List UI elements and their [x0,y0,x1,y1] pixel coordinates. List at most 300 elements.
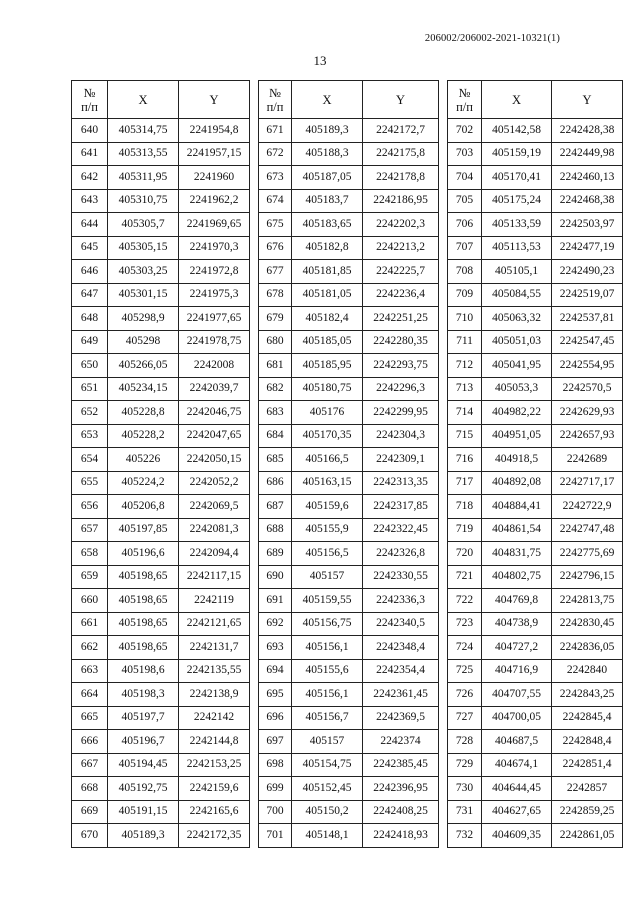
coordinate-x: 405185,05 [292,330,363,354]
point-number: 722 [448,589,482,613]
table-row [259,283,439,307]
coordinate-x: 404831,75 [482,542,552,566]
coordinate-x: 404727,2 [482,636,552,660]
column-header-x: X [108,81,179,119]
table-row [259,612,439,636]
point-number: 705 [448,189,482,213]
point-number: 698 [259,753,292,777]
point-number: 643 [72,189,108,213]
table-row [448,800,623,824]
table-row [259,401,439,425]
table-row [448,236,623,260]
coordinate-y: 2242296,3 [363,377,439,401]
point-number: 668 [72,777,108,801]
coordinate-y: 2242172,35 [179,824,250,848]
coordinate-x: 404982,22 [482,401,552,425]
table-row [259,636,439,660]
coordinate-y: 2242313,35 [363,471,439,495]
coordinate-x: 405194,45 [108,753,179,777]
point-number: 646 [72,260,108,284]
table-row [259,354,439,378]
table-row [72,377,250,401]
point-number: 713 [448,377,482,401]
coordinate-x: 405051,03 [482,330,552,354]
coordinate-x: 405187,05 [292,166,363,190]
table-row [448,260,623,284]
point-number: 669 [72,800,108,824]
coordinate-x: 404918,5 [482,448,552,472]
coordinate-y: 2242396,95 [363,777,439,801]
coordinate-y: 2242418,93 [363,824,439,848]
coordinate-x: 405224,2 [108,471,179,495]
column-header-number: № п/п [448,81,482,119]
coordinate-x: 405313,55 [108,142,179,166]
coordinates-tables [71,80,623,848]
coordinate-x: 405166,5 [292,448,363,472]
coordinates-table-2 [258,80,439,848]
coordinate-x: 405206,8 [108,495,179,519]
coordinate-x: 405159,55 [292,589,363,613]
coordinate-x: 405305,15 [108,236,179,260]
point-number: 694 [259,659,292,683]
table-row [72,683,250,707]
coordinate-x: 405180,75 [292,377,363,401]
point-number: 720 [448,542,482,566]
coordinate-y: 2242374 [363,730,439,754]
column-header-y: Y [179,81,250,119]
coordinate-y: 2242046,75 [179,401,250,425]
coordinate-x: 405192,75 [108,777,179,801]
point-number: 731 [448,800,482,824]
coordinates-table-3 [447,80,623,848]
point-number: 717 [448,471,482,495]
coordinate-x: 405305,7 [108,213,179,237]
coordinate-x: 405266,05 [108,354,179,378]
coordinate-x: 405198,65 [108,589,179,613]
column-header-number: № п/п [259,81,292,119]
table-row [72,753,250,777]
point-number: 707 [448,236,482,260]
coordinate-y: 2242843,25 [552,683,623,707]
table-row [448,401,623,425]
coordinate-y: 2241962,2 [179,189,250,213]
point-number: 665 [72,706,108,730]
coordinate-y: 2242813,75 [552,589,623,613]
point-number: 715 [448,424,482,448]
coordinate-y: 2242251,25 [363,307,439,331]
coordinate-x: 405228,2 [108,424,179,448]
coordinate-x: 405298,9 [108,307,179,331]
coordinate-y: 2242094,4 [179,542,250,566]
table-row [259,471,439,495]
point-number: 651 [72,377,108,401]
coordinate-y: 2242503,97 [552,213,623,237]
coordinate-x: 405198,65 [108,565,179,589]
point-number: 670 [72,824,108,848]
coordinate-y: 2242477,19 [552,236,623,260]
point-number: 682 [259,377,292,401]
table-row [448,730,623,754]
coordinate-y: 2242138,9 [179,683,250,707]
coordinate-y: 2242859,25 [552,800,623,824]
table-row [72,471,250,495]
table-row [72,542,250,566]
coordinate-x: 405196,7 [108,730,179,754]
table-row [259,166,439,190]
point-number: 685 [259,448,292,472]
column-header-x: X [482,81,552,119]
coordinate-y: 2242236,4 [363,283,439,307]
coordinate-y: 2242369,5 [363,706,439,730]
coordinate-x: 405155,6 [292,659,363,683]
point-number: 664 [72,683,108,707]
coordinate-y: 2242851,4 [552,753,623,777]
table-row [448,565,623,589]
point-number: 714 [448,401,482,425]
point-number: 644 [72,213,108,237]
coordinate-x: 405156,1 [292,683,363,707]
point-number: 697 [259,730,292,754]
table-row [72,612,250,636]
coordinate-x: 405191,15 [108,800,179,824]
coordinate-y: 2241978,75 [179,330,250,354]
point-number: 649 [72,330,108,354]
coordinate-x: 405198,3 [108,683,179,707]
coordinate-y: 2242322,45 [363,518,439,542]
table-row [259,659,439,683]
column-header-y: Y [552,81,623,119]
point-number: 654 [72,448,108,472]
coordinate-y: 2241972,8 [179,260,250,284]
coordinate-y: 2242840 [552,659,623,683]
coordinate-y: 2242172,7 [363,119,439,143]
point-number: 690 [259,565,292,589]
point-number: 688 [259,518,292,542]
point-number: 657 [72,518,108,542]
coordinate-y: 2242175,8 [363,142,439,166]
point-number: 692 [259,612,292,636]
table-row [72,283,250,307]
table-row [259,824,439,848]
table-row [72,636,250,660]
table-row [259,448,439,472]
point-number: 662 [72,636,108,660]
coordinate-y: 2242468,38 [552,189,623,213]
coordinate-x: 404951,05 [482,424,552,448]
point-number: 680 [259,330,292,354]
coordinate-x: 405176 [292,401,363,425]
coordinate-x: 405084,55 [482,283,552,307]
point-number: 695 [259,683,292,707]
coordinate-y: 2242081,3 [179,518,250,542]
table-row [448,753,623,777]
point-number: 702 [448,119,482,143]
coordinate-y: 2242845,4 [552,706,623,730]
coordinate-y: 2242202,3 [363,213,439,237]
table-row [259,119,439,143]
coordinate-y: 2242570,5 [552,377,623,401]
coordinate-y: 2242537,81 [552,307,623,331]
coordinate-y: 2242657,93 [552,424,623,448]
table-row [72,166,250,190]
coordinate-x: 404707,55 [482,683,552,707]
table-row [72,706,250,730]
table-row [259,800,439,824]
coordinate-x: 405183,7 [292,189,363,213]
table-row [72,565,250,589]
table-row [72,307,250,331]
coordinate-x: 405226 [108,448,179,472]
point-number: 728 [448,730,482,754]
table-row [259,236,439,260]
coordinate-y: 2242796,15 [552,565,623,589]
column-header-x: X [292,81,363,119]
coordinate-y: 2241969,65 [179,213,250,237]
coordinate-x: 404769,8 [482,589,552,613]
table-row [259,683,439,707]
coordinate-y: 2242052,2 [179,471,250,495]
coordinate-y: 2242225,7 [363,260,439,284]
point-number: 724 [448,636,482,660]
coordinate-y: 2242775,69 [552,542,623,566]
point-number: 719 [448,518,482,542]
point-number: 658 [72,542,108,566]
table-row [72,495,250,519]
coordinate-y: 2242039,7 [179,377,250,401]
coordinate-y: 2242326,8 [363,542,439,566]
coordinate-y: 2242717,17 [552,471,623,495]
coordinate-y: 2242348,4 [363,636,439,660]
coordinate-y: 2242336,3 [363,589,439,613]
coordinate-x: 405189,3 [292,119,363,143]
table-row [259,777,439,801]
coordinate-x: 405198,65 [108,636,179,660]
coordinate-y: 2242857 [552,777,623,801]
coordinate-x: 405150,2 [292,800,363,824]
coordinates-table-1 [71,80,250,848]
table-row [259,260,439,284]
table-row [448,824,623,848]
coordinate-y: 2242213,2 [363,236,439,260]
coordinate-x: 404716,9 [482,659,552,683]
point-number: 723 [448,612,482,636]
table-row [448,612,623,636]
table-row [448,166,623,190]
table-row [448,706,623,730]
coordinate-x: 405175,24 [482,189,552,213]
coordinate-x: 405310,75 [108,189,179,213]
coordinate-y: 2242408,25 [363,800,439,824]
coordinate-y: 2242830,45 [552,612,623,636]
point-number: 699 [259,777,292,801]
point-number: 708 [448,260,482,284]
point-number: 666 [72,730,108,754]
table-row [259,753,439,777]
coordinate-y: 2242117,15 [179,565,250,589]
point-number: 711 [448,330,482,354]
table-row [72,213,250,237]
point-number: 689 [259,542,292,566]
coordinate-x: 405152,45 [292,777,363,801]
point-number: 640 [72,119,108,143]
point-number: 732 [448,824,482,848]
point-number: 674 [259,189,292,213]
coordinate-y: 2242153,25 [179,753,250,777]
table-row [448,448,623,472]
coordinate-y: 2242385,45 [363,753,439,777]
point-number: 678 [259,283,292,307]
coordinate-y: 2242293,75 [363,354,439,378]
coordinate-y: 2242159,6 [179,777,250,801]
coordinate-x: 404609,35 [482,824,552,848]
coordinate-x: 405063,32 [482,307,552,331]
table-row [448,377,623,401]
table-row [72,424,250,448]
point-number: 696 [259,706,292,730]
coordinate-y: 2242428,38 [552,119,623,143]
coordinate-x: 405182,4 [292,307,363,331]
table-row [448,683,623,707]
point-number: 683 [259,401,292,425]
coordinate-x: 405181,85 [292,260,363,284]
coordinate-x: 405157 [292,730,363,754]
coordinate-x: 405163,15 [292,471,363,495]
coordinate-x: 405182,8 [292,236,363,260]
coordinate-x: 405311,95 [108,166,179,190]
coordinate-x: 405133,59 [482,213,552,237]
coordinate-y: 2242008 [179,354,250,378]
point-number: 730 [448,777,482,801]
coordinate-x: 405189,3 [108,824,179,848]
coordinate-x: 404892,08 [482,471,552,495]
table-row [72,777,250,801]
coordinate-y: 2242135,55 [179,659,250,683]
table-row [72,824,250,848]
coordinate-x: 405105,1 [482,260,552,284]
point-number: 652 [72,401,108,425]
coordinate-y: 2242449,98 [552,142,623,166]
table-row [72,330,250,354]
coordinate-x: 405170,35 [292,424,363,448]
point-number: 704 [448,166,482,190]
coordinate-x: 404884,41 [482,495,552,519]
coordinate-x: 404802,75 [482,565,552,589]
coordinate-y: 2242304,3 [363,424,439,448]
table-row [72,730,250,754]
coordinate-x: 404700,05 [482,706,552,730]
coordinate-y: 2242490,23 [552,260,623,284]
table-row [72,659,250,683]
coordinate-y: 2242861,05 [552,824,623,848]
point-number: 675 [259,213,292,237]
coordinate-y: 2242186,95 [363,189,439,213]
coordinate-y: 2242848,4 [552,730,623,754]
coordinate-x: 405156,7 [292,706,363,730]
coordinate-y: 2242629,93 [552,401,623,425]
table-row [448,424,623,448]
coordinate-x: 405198,65 [108,612,179,636]
coordinate-y: 2242131,7 [179,636,250,660]
point-number: 726 [448,683,482,707]
point-number: 700 [259,800,292,824]
point-number: 660 [72,589,108,613]
coordinate-x: 405113,53 [482,236,552,260]
point-number: 661 [72,612,108,636]
point-number: 693 [259,636,292,660]
coordinate-x: 405303,25 [108,260,179,284]
point-number: 729 [448,753,482,777]
coordinate-y: 2242519,07 [552,283,623,307]
point-number: 667 [72,753,108,777]
table-row [72,142,250,166]
table-row [259,213,439,237]
coordinate-x: 405188,3 [292,142,363,166]
coordinate-x: 405301,15 [108,283,179,307]
coordinate-y: 2242460,13 [552,166,623,190]
point-number: 672 [259,142,292,166]
table-row [448,189,623,213]
table-row [448,307,623,331]
table-row [72,236,250,260]
point-number: 709 [448,283,482,307]
column-header-number: № п/п [72,81,108,119]
coordinate-x: 405198,6 [108,659,179,683]
table-row [448,542,623,566]
point-number: 727 [448,706,482,730]
coordinate-y: 2242144,8 [179,730,250,754]
table-row [448,330,623,354]
table-row [72,448,250,472]
table-row [259,142,439,166]
table-row [72,589,250,613]
point-number: 716 [448,448,482,472]
coordinate-x: 405228,8 [108,401,179,425]
point-number: 701 [259,824,292,848]
point-number: 645 [72,236,108,260]
document-number: 206002/206002-2021-10321(1) [424,33,560,44]
coordinate-x: 405298 [108,330,179,354]
coordinate-x: 405156,5 [292,542,363,566]
coordinate-y: 2242554,95 [552,354,623,378]
coordinate-x: 405197,7 [108,706,179,730]
table-row [448,213,623,237]
table-row [259,706,439,730]
column-header-y: Y [363,81,439,119]
table-row [72,119,250,143]
point-number: 648 [72,307,108,331]
table-row [259,330,439,354]
coordinate-y: 2242689 [552,448,623,472]
point-number: 681 [259,354,292,378]
coordinate-x: 404738,9 [482,612,552,636]
coordinate-x: 404644,45 [482,777,552,801]
table-row [259,495,439,519]
point-number: 641 [72,142,108,166]
point-number: 653 [72,424,108,448]
coordinate-x: 404687,5 [482,730,552,754]
point-number: 671 [259,119,292,143]
coordinate-x: 405314,75 [108,119,179,143]
coordinate-x: 405170,41 [482,166,552,190]
coordinate-y: 2242069,5 [179,495,250,519]
coordinate-y: 2241970,3 [179,236,250,260]
point-number: 703 [448,142,482,166]
table-row [448,354,623,378]
coordinate-y: 2242547,45 [552,330,623,354]
point-number: 655 [72,471,108,495]
table-row [448,777,623,801]
coordinate-y: 2242299,95 [363,401,439,425]
